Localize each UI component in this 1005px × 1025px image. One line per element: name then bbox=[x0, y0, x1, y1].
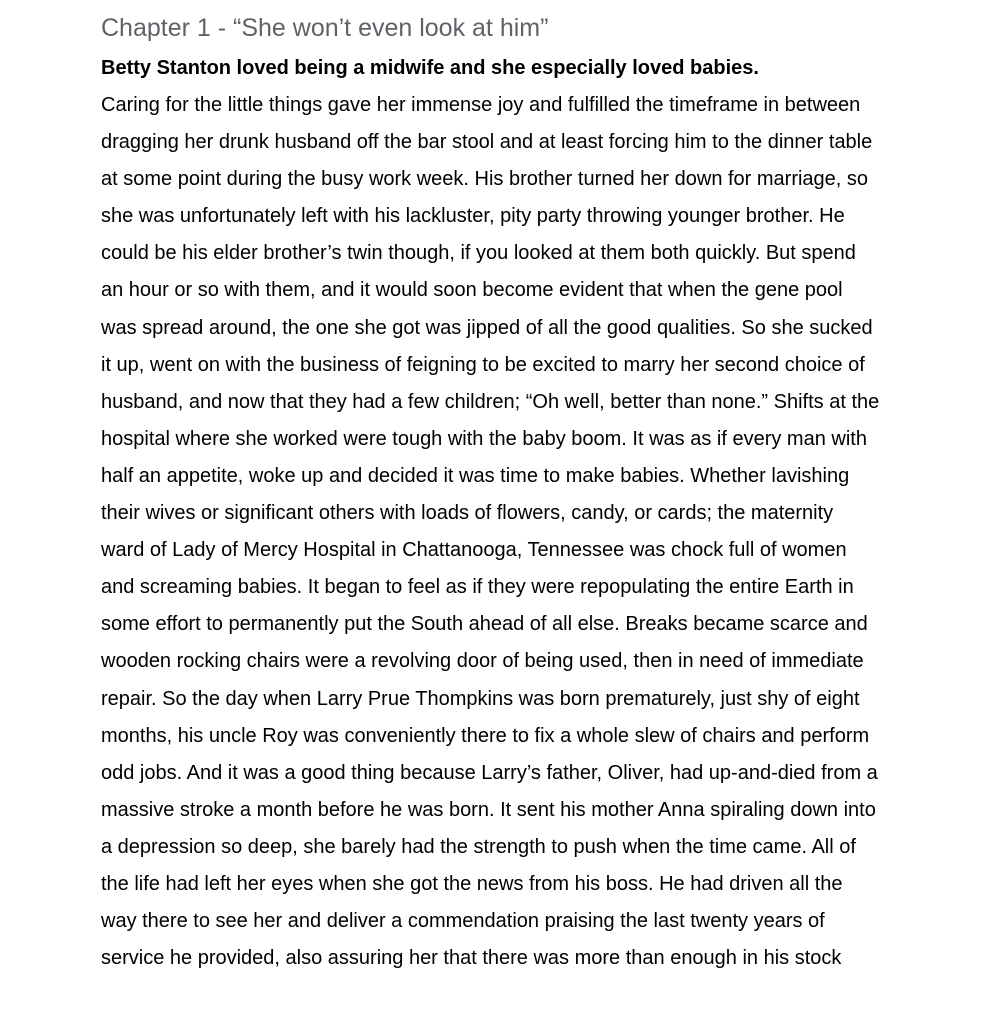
body-paragraph bbox=[101, 92, 981, 982]
body-line: massive stroke a month before he was born. It sent his mother Anna spiraling down into bbox=[101, 798, 876, 821]
body-line: at some point during the busy work week. His brother turned her down for marriage, so bbox=[101, 168, 869, 191]
document-page bbox=[101, 12, 981, 982]
body-line: way there to see her and deliver a commendation praising the last twenty years of bbox=[101, 910, 825, 933]
body-line: dragging her drunk husband off the bar stool and at least forcing him to the dinner table bbox=[101, 131, 873, 154]
body-line: half an appetite, woke up and decided it was time to make babies. Whether lavishing bbox=[101, 464, 850, 487]
body-line: Caring for the little things gave her immense joy and fulfilled the timeframe in between bbox=[101, 94, 861, 116]
body-line: wooden rocking chairs were a revolving door of being used, then in need of immediate bbox=[101, 650, 864, 673]
body-line: service he provided, also assuring her that there was more than enough in his stock bbox=[101, 947, 842, 970]
body-line: repair. So the day when Larry Prue Thompkins was born prematurely, just shy of eight bbox=[101, 687, 860, 710]
body-line: she was unfortunately left with his lackluster, pity party throwing younger brother. He bbox=[101, 205, 845, 228]
body-line: a depression so deep, she barely had the strength to push when the time came. All of bbox=[101, 835, 856, 858]
body-line: an hour or so with them, and it would soon become evident that when the gene pool bbox=[101, 279, 843, 302]
body-line: odd jobs. And it was a good thing because Larry’s father, Oliver, had up-and-died from a bbox=[101, 761, 878, 784]
body-line: some effort to permanently put the South ahead of all else. Breaks became scarce and bbox=[101, 613, 868, 636]
body-line: was spread around, the one she got was jipped of all the good qualities. So she sucked bbox=[101, 316, 873, 339]
body-line: husband, and now that they had a few children; “Oh well, better than none.” Shifts at the bbox=[101, 390, 880, 413]
body-line: months, his uncle Roy was conveniently there to fix a whole slew of chairs and perform bbox=[101, 724, 870, 747]
body-line: ward of Lady of Mercy Hospital in Chattanooga, Tennessee was chock full of women bbox=[101, 539, 847, 562]
chapter-title: Chapter 1 - “She won’t even look at him” bbox=[101, 14, 549, 42]
lead-sentence: Betty Stanton loved being a midwife and she especially loved babies. bbox=[101, 57, 759, 79]
body-line: it up, went on with the business of feigning to be excited to marry her second choice of bbox=[101, 353, 865, 376]
body-line: their wives or significant others with loads of flowers, candy, or cards; the maternity bbox=[101, 502, 834, 525]
body-line: the life had left her eyes when she got the news from his boss. He had driven all the bbox=[101, 872, 843, 895]
body-line: could be his elder brother’s twin though, if you looked at them both quickly. But spend bbox=[101, 242, 856, 265]
body-line: and screaming babies. It began to feel as if they were repopulating the entire Earth in bbox=[101, 576, 854, 599]
body-line: hospital where she worked were tough with the baby boom. It was as if every man with bbox=[101, 427, 867, 450]
